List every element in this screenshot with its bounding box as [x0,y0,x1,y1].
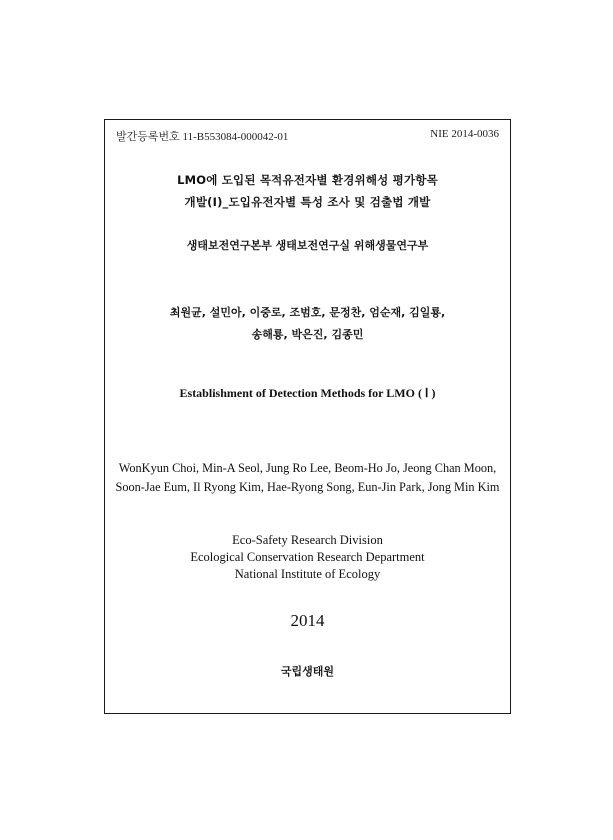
korean-department-line: 생태보전연구본부 생태보전연구실 위해생물연구부 [186,239,429,252]
cover-frame [104,119,511,714]
korean-title-line-1: LMO에 도입된 목적유전자별 환경위해성 평가항목 [177,173,438,187]
header-row [105,128,510,144]
korean-title-line-2: 개발(Ⅰ)_도입유전자별 특성 조사 및 검출법 개발 [184,195,431,209]
korean-title [105,169,510,213]
organization-institute: National Institute of Ecology [234,567,381,581]
registration-number: 발간등록번호 11-B553084-000042-01 [116,131,289,143]
korean-department [105,237,510,255]
korean-authors-line-2: 송해룡, 박은진, 김종민 [251,328,364,341]
korean-authors-line-1: 최원균, 설민아, 이중로, 조범호, 문정찬, 엄순재, 김일룡, [169,306,446,319]
english-authors-line-2: Soon-Jae Eum, Il Ryong Kim, Hae-Ryong Song, Eun-Jin Park, Jong Min Kim [115,480,500,494]
publication-year [105,610,510,632]
english-title-line: Establishment of Detection Methods for LMO ( Ⅰ ) [179,386,436,400]
english-authors-line-1: WonKyun Choi, Min-A Seol, Jung Ro Lee, Beom-Ho Jo, Jeong Chan Moon, [118,461,497,475]
organization-division: Eco-Safety Research Division [232,533,383,547]
publisher [105,663,510,681]
report-number: NIE 2014-0036 [430,128,499,140]
english-title [105,384,510,402]
publisher-name: 국립생태원 [280,665,335,678]
english-organization [105,532,510,583]
organization-department: Ecological Conservation Research Department [190,550,425,564]
korean-authors [105,302,510,346]
year-text: 2014 [290,611,325,630]
english-authors [102,459,513,497]
